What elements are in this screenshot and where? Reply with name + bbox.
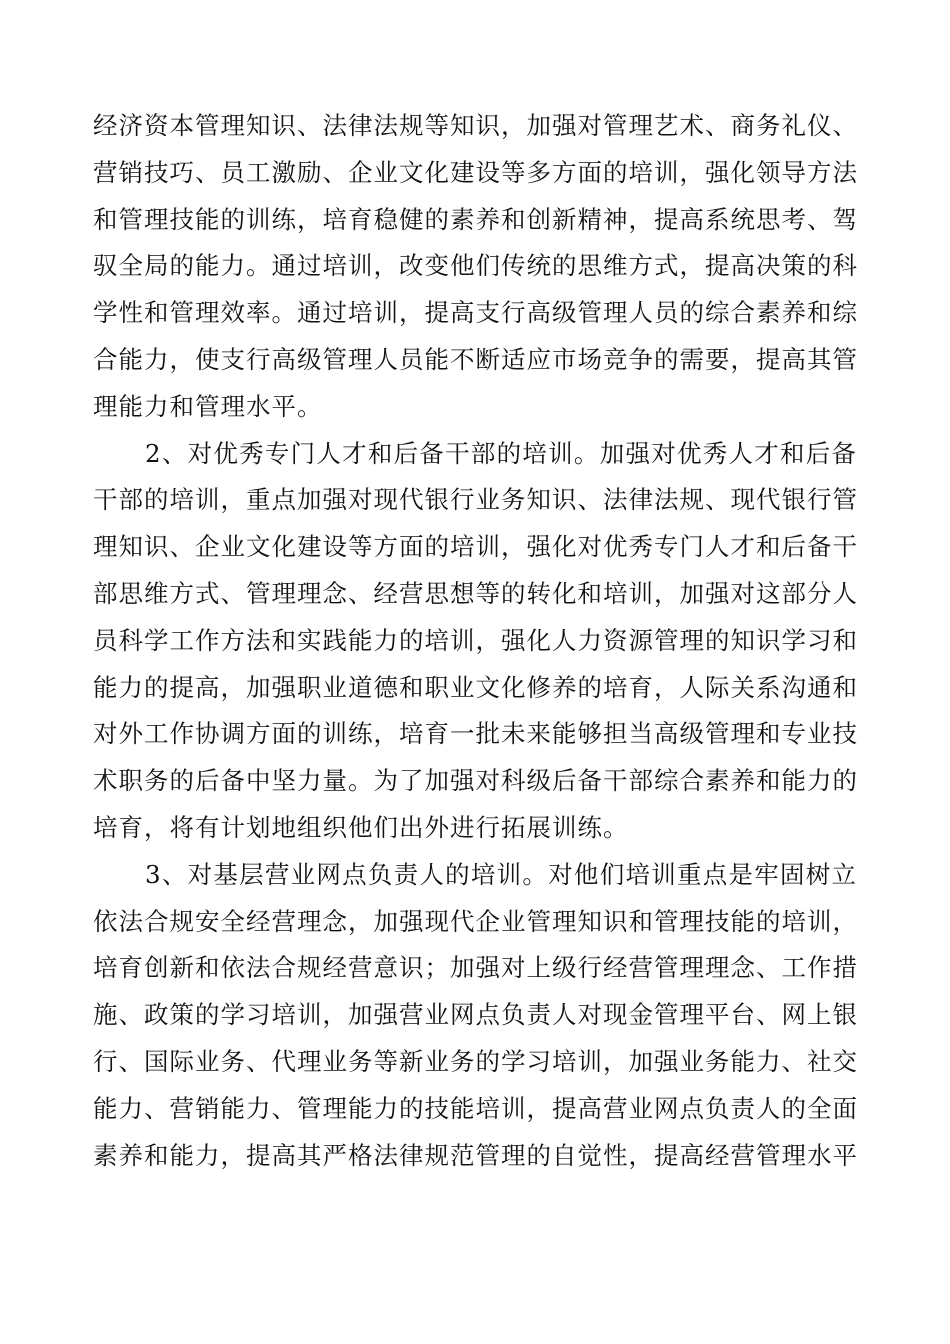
text-line: 和管理技能的训练，培育稳健的素养和创新精神，提高系统思考、驾 [93, 204, 858, 234]
text-line: 干部的培训，重点加强对现代银行业务知识、法律法规、现代银行管 [93, 485, 858, 515]
text-line: 部思维方式、管理理念、经营思想等的转化和培训，加强对这部分人 [93, 578, 858, 608]
text-line: 对外工作协调方面的训练，培育一批未来能够担当高级管理和专业技 [93, 719, 858, 749]
text-line: 合能力，使支行高级管理人员能不断适应市场竞争的需要，提高其管 [93, 344, 858, 374]
text-line: 学性和管理效率。通过培训，提高支行高级管理人员的综合素养和综 [93, 298, 858, 328]
text-line: 经济资本管理知识、法律法规等知识，加强对管理艺术、商务礼仪、 [93, 111, 858, 140]
text-line: 施、政策的学习培训，加强营业网点负责人对现金管理平台、网上银 [93, 1000, 858, 1030]
text-line: 术职务的后备中坚力量。为了加强对科级后备干部综合素养和能力的 [93, 766, 858, 796]
text-line: 能力、营销能力、管理能力的技能培训，提高营业网点负责人的全面 [93, 1093, 858, 1123]
document-body [93, 103, 857, 1179]
text-line: 素养和能力，提高其严格法律规范管理的自觉性，提高经营管理水平 [93, 1140, 858, 1170]
paragraph-start-line: 2、对优秀专门人才和后备干部的培训。加强对优秀人才和后备 [145, 438, 857, 468]
text-line: 驭全局的能力。通过培训，改变他们传统的思维方式，提高决策的科 [93, 251, 858, 281]
paragraph-end-line: 培育，将有计划地组织他们出外进行拓展训练。 [93, 812, 629, 842]
text-line: 培育创新和依法合规经营意识；加强对上级行经营管理理念、工作措 [93, 953, 858, 983]
text-line: 营销技巧、员工激励、企业文化建设等多方面的培训，强化领导方法 [93, 157, 858, 187]
text-line: 依法合规安全经营理念，加强现代企业管理知识和管理技能的培训， [93, 906, 858, 936]
paragraph-end-line: 理能力和管理水平。 [93, 391, 323, 421]
text-line: 员科学工作方法和实践能力的培训，强化人力资源管理的知识学习和 [93, 625, 858, 655]
text-line: 行、国际业务、代理业务等新业务的学习培训，加强业务能力、社交 [93, 1046, 858, 1076]
text-line: 能力的提高，加强职业道德和职业文化修养的培育，人际关系沟通和 [93, 672, 858, 702]
text-line: 理知识、企业文化建设等方面的培训，强化对优秀专门人才和后备干 [93, 532, 858, 562]
paragraph-start-line: 3、对基层营业网点负责人的培训。对他们培训重点是牢固树立 [145, 859, 857, 889]
